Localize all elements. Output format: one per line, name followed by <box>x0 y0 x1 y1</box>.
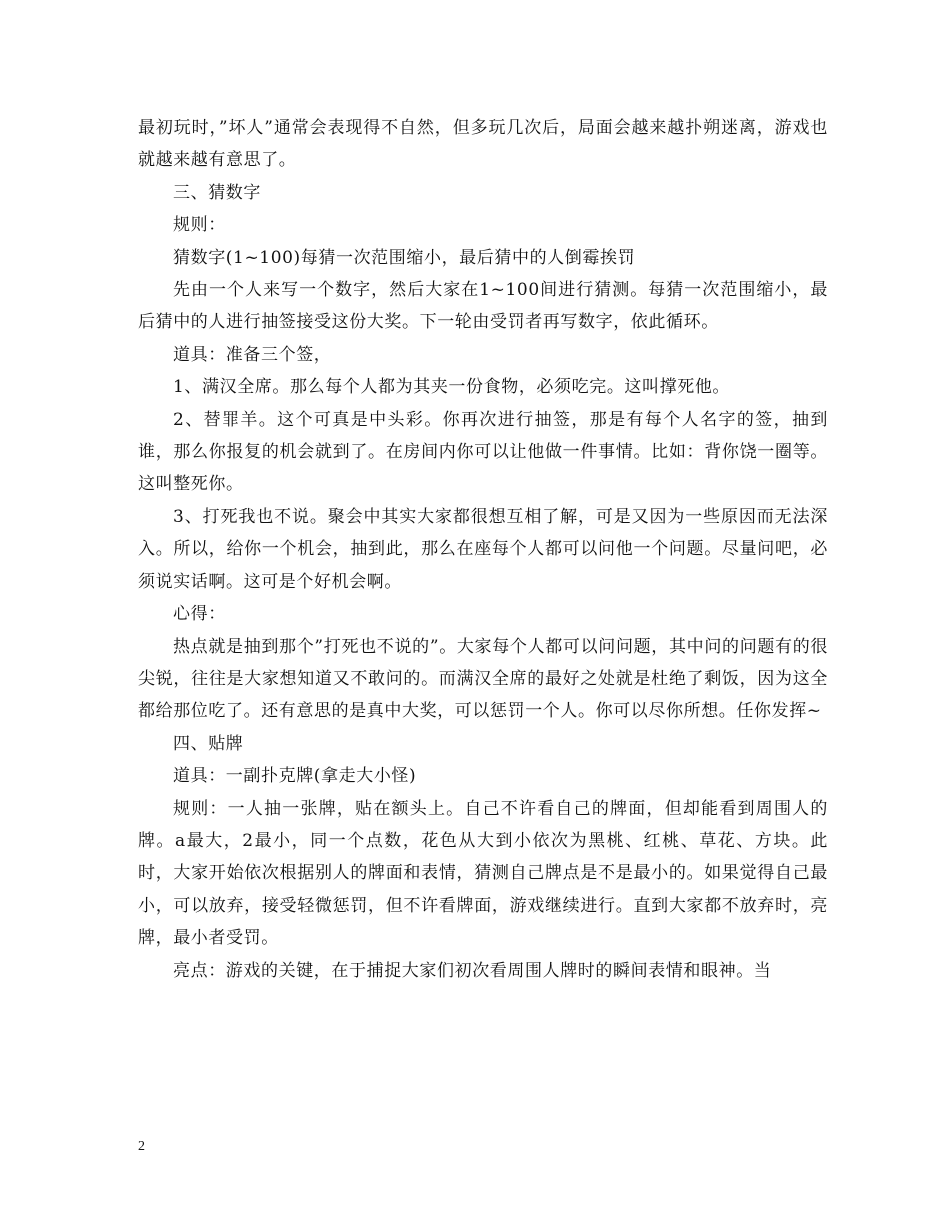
paragraph: 1、满汉全席。那么每个人都为其夹一份食物，必须吃完。这叫撑死他。 <box>173 377 731 398</box>
section-heading-stick-card: 四、贴牌 <box>173 733 244 754</box>
paragraph: 心得： <box>173 604 226 625</box>
page-number: 2 <box>138 1139 145 1154</box>
paragraph: 道具：一副扑克牌(拿走大小怪) <box>173 766 417 787</box>
section-heading-guess-number: 三、猜数字 <box>173 182 261 203</box>
paragraph: 先由一个人来写一个数字，然后大家在1~100间进行猜测。每猜一次范围缩小，最后猜中的人进行抽签接受这份大奖。下一轮由受罚者再写数字，依此循环。 <box>138 280 828 333</box>
paragraph: 2、替罪羊。这个可真是中头彩。你再次进行抽签，那是有每个人名字的签，抽到谁，那么你报复的机会就到了。在房间内你可以让他做一件事情。比如：背你饶一圈等。这叫整死你。 <box>138 409 828 495</box>
paragraph: 热点就是抽到那个”打死也不说的”。大家每个人都可以问问题，其中问的问题有的很尖锐，往往是大家想知道又不敢问的。而满汉全席的最好之处就是杜绝了剩饭，因为这全都给那位吃了。还有意思的是真中大奖，可以惩罚一个人。你可以尽你所想。任你发挥~ <box>138 636 828 722</box>
paragraph: 亮点：游戏的关键，在于捕捉大家们初次看周围人牌时的瞬间表情和眼神。当 <box>173 960 772 981</box>
paragraph: 3、打死我也不说。聚会中其实大家都很想互相了解，可是又因为一些原因而无法深入。所以，给你一个机会，抽到此，那么在座每个人都可以问他一个问题。尽量问吧，必须说实话啊。这可是个好机会啊。 <box>138 506 828 592</box>
paragraph: 规则： <box>173 215 226 236</box>
paragraph: 最初玩时，”坏人”通常会表现得不自然，但多玩几次后，局面会越来越扑朔迷离，游戏也就越来越有意思了。 <box>138 118 828 171</box>
paragraph: 规则：一人抽一张牌，贴在额头上。自己不许看自己的牌面，但却能看到周围人的牌。a最大，2最小，同一个点数，花色从大到小依次为黑桃、红桃、草花、方块。此时，大家开始依次根据别人的牌面和表情，猜测自己牌点是不是最小的。如果觉得自己最小，可以放弃，接受轻微惩罚，但不许看牌面，游戏继续进行。直到大家都不放弃时，亮牌，最小者受罚。 <box>138 798 828 949</box>
paragraph: 猜数字(1~100)每猜一次范围缩小，最后猜中的人倒霉挨罚 <box>173 247 636 268</box>
paragraph: 道具：准备三个签， <box>173 344 332 365</box>
page-body <box>138 112 828 987</box>
